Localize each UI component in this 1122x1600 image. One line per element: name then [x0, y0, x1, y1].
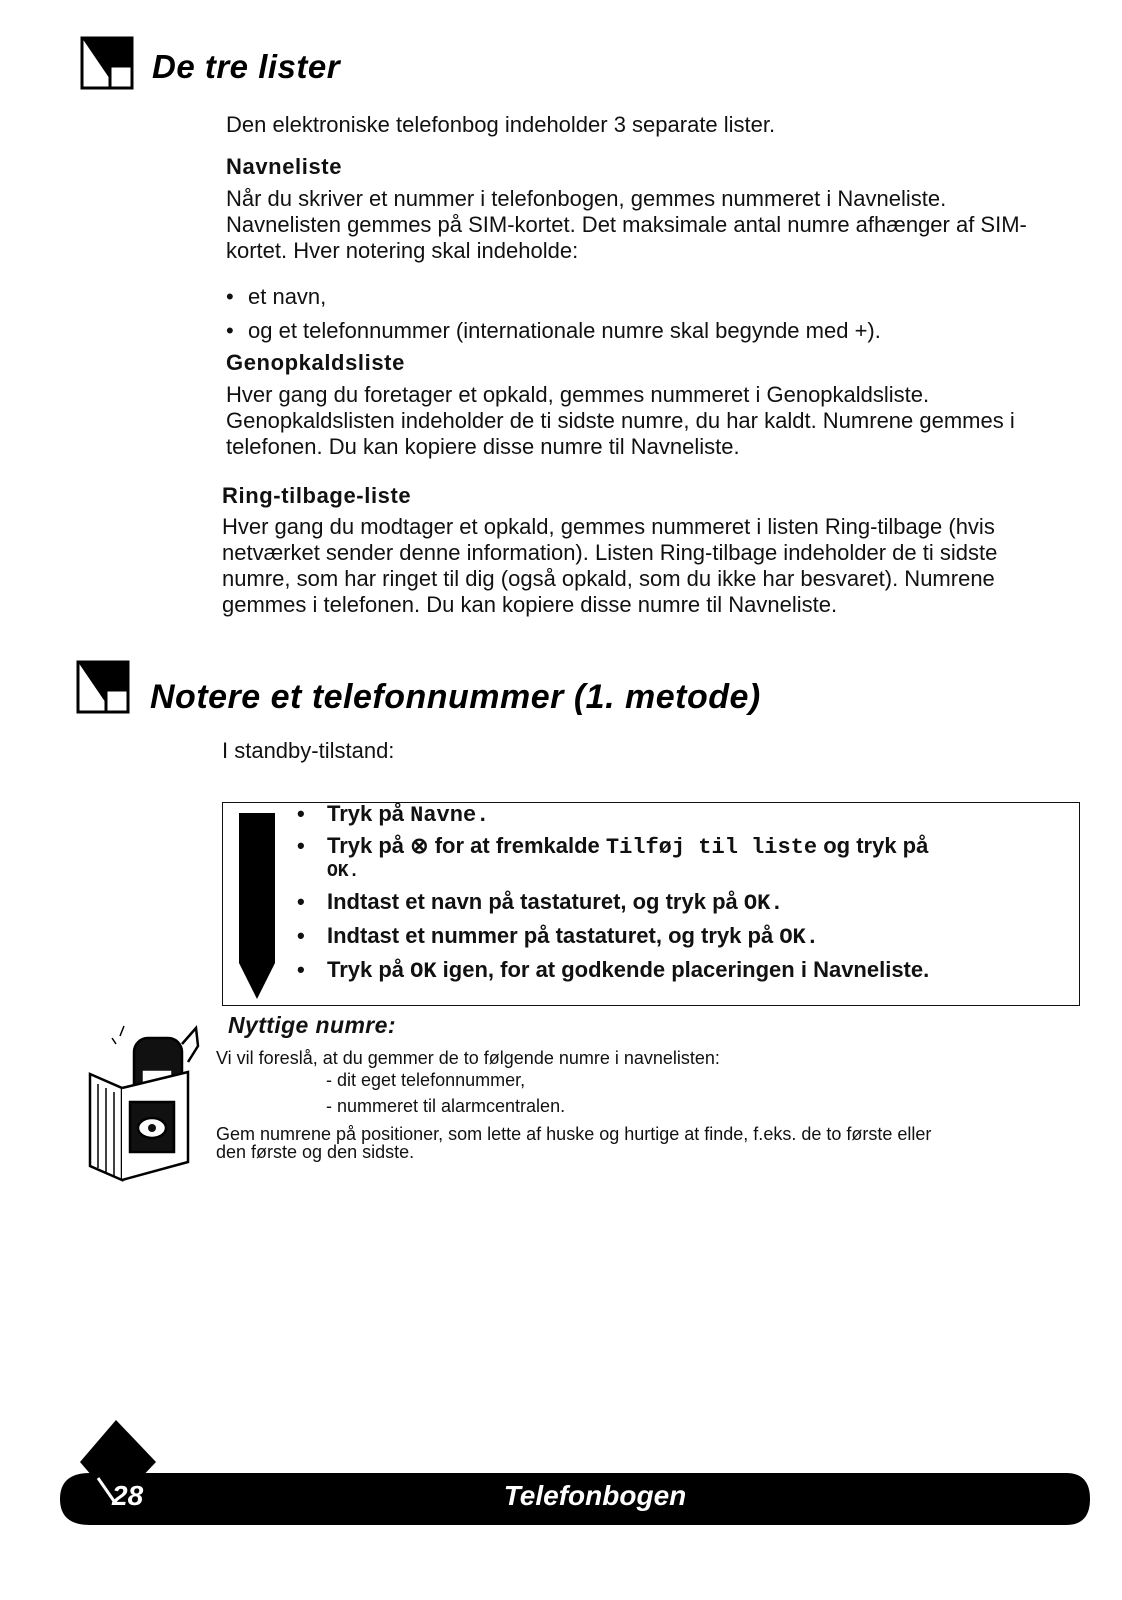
step-4: • Indtast et nummer på tastaturet, og tryk på OK. — [297, 923, 819, 950]
standby-text: I standby-tilstand: — [222, 738, 395, 763]
step-2-ok: OK. — [327, 862, 360, 882]
navneliste-text: Når du skriver et nummer i telefonbogen, gemmes nummeret i Navneliste. Navnelisten gemmes på SIM-kortet. Det maksimale antal numre afhænger af SIM-kortet. Hver notering skal indeholde: — [226, 186, 1027, 263]
tip-item-1: - dit eget telefonnummer, — [326, 1070, 526, 1090]
tip-title: Nyttige numre: — [228, 1012, 396, 1038]
down-arrow-icon — [237, 813, 277, 1001]
tip-line-2: Gem numrene på positioner, som lette af huske og hurtige at finde, f.eks. de to første eller — [216, 1124, 932, 1144]
navneliste-heading: Navneliste — [226, 154, 343, 179]
page-number: 28 — [112, 1480, 144, 1511]
chapter-title: Telefonbogen — [503, 1480, 687, 1511]
steps-box — [222, 802, 1080, 1006]
scroll-down-icon: ⊗ — [410, 833, 429, 858]
genopkaldsliste-text: Hver gang du foretager et opkald, gemmes nummeret i Genopkaldsliste. Genopkaldslisten indeholder de ti sidste numre, du har kaldt. Numrene gemmes i telefonen. Du kan kopiere disse numre til Navneliste. — [226, 382, 1015, 459]
step-5: • Tryk på OK igen, for at godkende placeringen i Navneliste. — [297, 957, 930, 984]
genopkaldsliste-heading: Genopkaldsliste — [226, 350, 405, 375]
intro-text: Den elektroniske telefonbog indeholder 3 separate lister. — [226, 112, 776, 137]
section-marker-icon — [76, 660, 130, 714]
tip-item-2: - nummeret til alarmcentralen. — [326, 1096, 566, 1116]
tip-line-1: Vi vil foreslå, at du gemmer de to følgende numre i navnelisten: — [216, 1048, 720, 1068]
step-2: • Tryk på ⊗ for at fremkalde Tilføj til liste og tryk på — [297, 833, 929, 860]
phone-book-icon — [84, 1022, 208, 1182]
section-marker-icon — [80, 36, 134, 90]
step-3: • Indtast et navn på tastaturet, og tryk på OK. — [297, 889, 784, 916]
section-title-de-tre-lister: De tre lister — [152, 48, 341, 85]
ring-tilbage-text: Hver gang du modtager et opkald, gemmes nummeret i listen Ring-tilbage (hvis netværket sender denne information). Listen Ring-tilbage indeholder de ti sidste numre, som har ringet til dig (også opkald, som du ikke har besvaret). Numrene gemmes i telefonen. Du kan kopiere disse numre til Navneliste. — [222, 514, 998, 617]
step-1: • Tryk på Navne. — [297, 801, 490, 828]
ring-tilbage-heading: Ring-tilbage-liste — [222, 483, 412, 508]
section-title-notere: Notere et telefonnummer (1. metode) — [150, 678, 761, 716]
list-item: • et navn, — [226, 284, 327, 309]
list-item: • og et telefonnummer (internationale numre skal begynde med +). — [226, 318, 881, 343]
tip-line-3: den første og den sidste. — [216, 1142, 415, 1162]
